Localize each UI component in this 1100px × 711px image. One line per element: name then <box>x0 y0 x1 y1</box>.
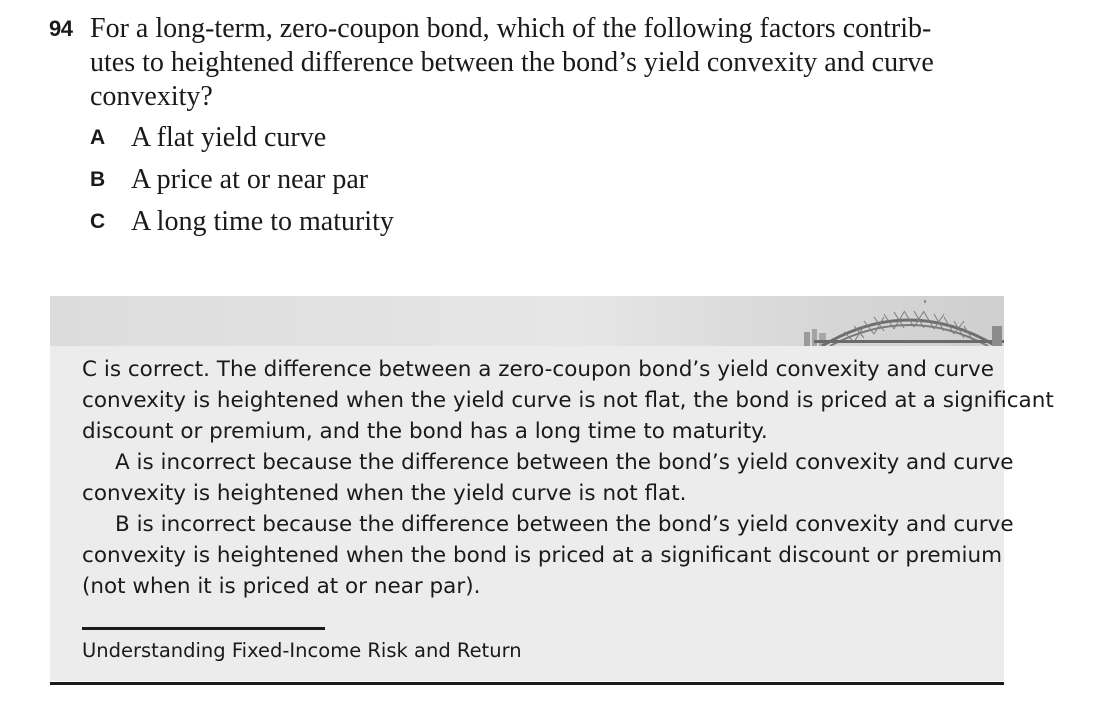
option-letter: A <box>90 126 106 149</box>
option-text: A price at or near par <box>131 164 369 195</box>
option-letter: B <box>90 168 106 191</box>
explanation-line: (not when it is priced at or near par). <box>82 574 481 599</box>
question-stem-line: utes to heightened difference between the bond’s yield convexity and curve <box>90 47 934 78</box>
option-text: A long time to maturity <box>131 206 394 237</box>
explanation-line: C is correct. The difference between a zero-coupon bond’s yield convexity and curve <box>82 357 994 382</box>
explanation-line: convexity is heightened when the bond is priced at a significant discount or premium <box>82 543 1003 568</box>
question-stem-line: convexity? <box>90 81 213 112</box>
bottom-rule <box>50 682 1004 685</box>
explanation-line: convexity is heightened when the yield curve is not flat, the bond is priced at a significant <box>82 388 1054 413</box>
answer-explanation <box>82 354 1054 602</box>
bridge-illustration <box>774 296 1004 346</box>
answer-panel-header <box>50 296 1004 346</box>
question-number: 94 <box>49 16 73 41</box>
explanation-line: A is incorrect because the difference between the bond’s yield convexity and curve <box>115 450 1014 475</box>
option-text: A flat yield curve <box>131 122 327 153</box>
explanation-line: convexity is heightened when the yield curve is not flat. <box>82 481 687 506</box>
question-stem <box>90 12 960 114</box>
option-letter: C <box>90 210 106 233</box>
explanation-line: discount or premium, and the bond has a long time to maturity. <box>82 419 768 444</box>
question-stem-line: For a long-term, zero-coupon bond, which of the following factors contrib- <box>90 13 932 44</box>
reading-reference: Understanding Fixed-Income Risk and Return <box>82 639 522 662</box>
explanation-line: B is incorrect because the difference between the bond’s yield convexity and curve <box>115 512 1014 537</box>
answer-panel <box>50 296 1054 681</box>
reference-divider <box>82 627 325 630</box>
